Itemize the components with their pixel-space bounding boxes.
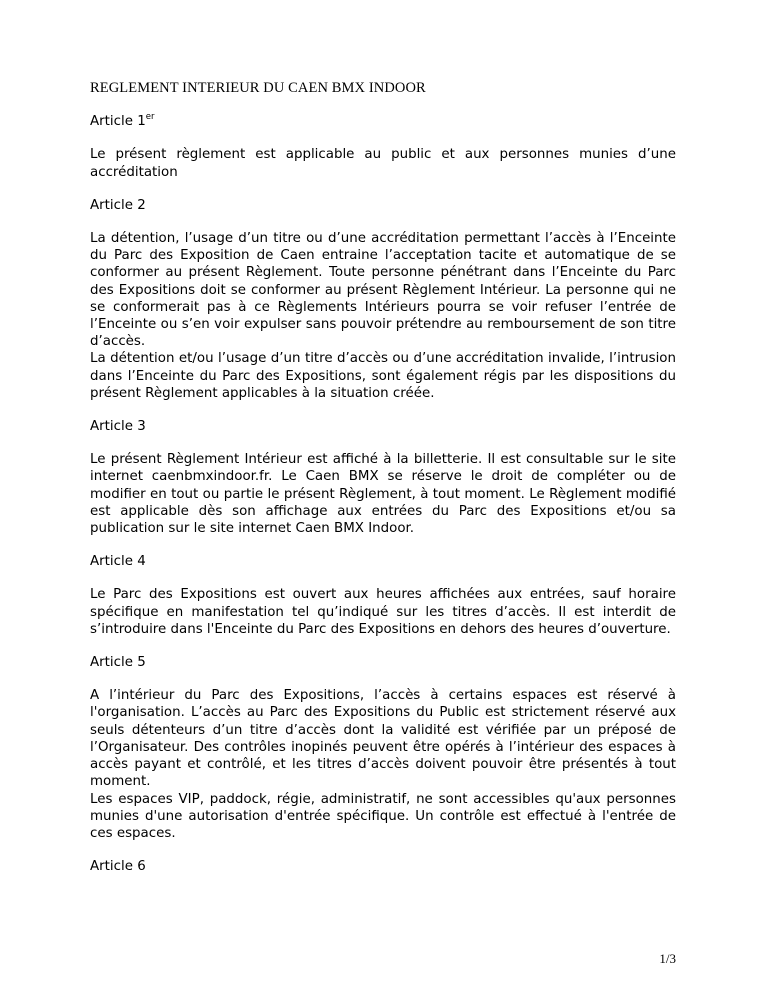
page-number: 1/3: [659, 951, 676, 966]
article-1-text: Le présent règlement est applicable au public et aux personnes munies d’une accréditation: [90, 147, 676, 180]
article-5-heading: Article 5: [90, 655, 146, 671]
article-2-heading: Article 2: [90, 197, 146, 213]
article-2-paragraph-1: La détention, l’usage d’un titre ou d’une accréditation permettant l’accès à l’Enceinte du Parc des Exposition de Caen entraine l’acceptation tacite et automatique de se conformer au présent Règlement. Toute personne pénétrant dans l’Enceinte du Parc des Expositions doit se conformer au présent Règlement Intérieur. La personne qui ne se conformerait pas à ce Règlements Intérieurs pourra se voir refuser l’entrée de l’Enceinte ou s’en voir expulser sans pouvoir prétendre au remboursement de son titre d’accès.: [90, 231, 676, 350]
document-body: [90, 80, 676, 891]
article-1-heading: [90, 113, 676, 130]
article-4-text: Le Parc des Expositions est ouvert aux heures affichées aux entrées, sauf horaire spécifique en manifestation tel qu’indiqué sur les titres d’accès. Il est interdit de s’introduire dans l'Enceinte du Parc des Expositions en dehors des heures d’ouverture.: [90, 587, 676, 637]
article-1-heading-superscript: er: [145, 111, 155, 122]
article-5-paragraph-2: Les espaces VIP, paddock, régie, administratif, ne sont accessibles qu'aux personnes munies d'une autorisation d'entrée spécifique. Un contrôle est effectué à l'entrée de ces espaces.: [90, 791, 676, 841]
article-1-heading-text: Article 1: [90, 114, 146, 130]
article-5-paragraph-1: A l’intérieur du Parc des Expositions, l’accès à certains espaces est réservé à l'organisation. L’accès au Parc des Expositions du Public est strictement réservé aux seuls détenteurs d’un titre d’accès dont la validité est vérifiée par un préposé de l’Organisateur. Des contrôles inopinés peuvent être opérés à l’intérieur des espaces à accès payant et contrôlé, et les titres d’accès doivent pouvoir être présentés à tout moment.: [90, 688, 676, 790]
document-title: REGLEMENT INTERIEUR DU CAEN BMX INDOOR: [90, 80, 426, 96]
article-3-text: Le présent Règlement Intérieur est affiché à la billetterie. Il est consultable sur le site internet caenbmxindoor.fr. Le Caen BMX se réserve le droit de compléter ou de modifier en tout ou partie le présent Règlement, à tout moment. Le Règlement modifié est applicable dès son affichage aux entrées du Parc des Expositions et/ou sa publication sur le site internet Caen BMX Indoor.: [90, 452, 676, 537]
article-3-heading: Article 3: [90, 419, 146, 435]
article-4-heading: Article 4: [90, 554, 146, 570]
article-6-heading: Article 6: [90, 859, 146, 875]
article-2-paragraph-2: La détention et/ou l’usage d’un titre d’accès ou d’une accréditation invalide, l’intrusion dans l’Enceinte du Parc des Expositions, sont également régis par les dispositions du présent Règlement applicables à la situation créée.: [90, 351, 676, 401]
